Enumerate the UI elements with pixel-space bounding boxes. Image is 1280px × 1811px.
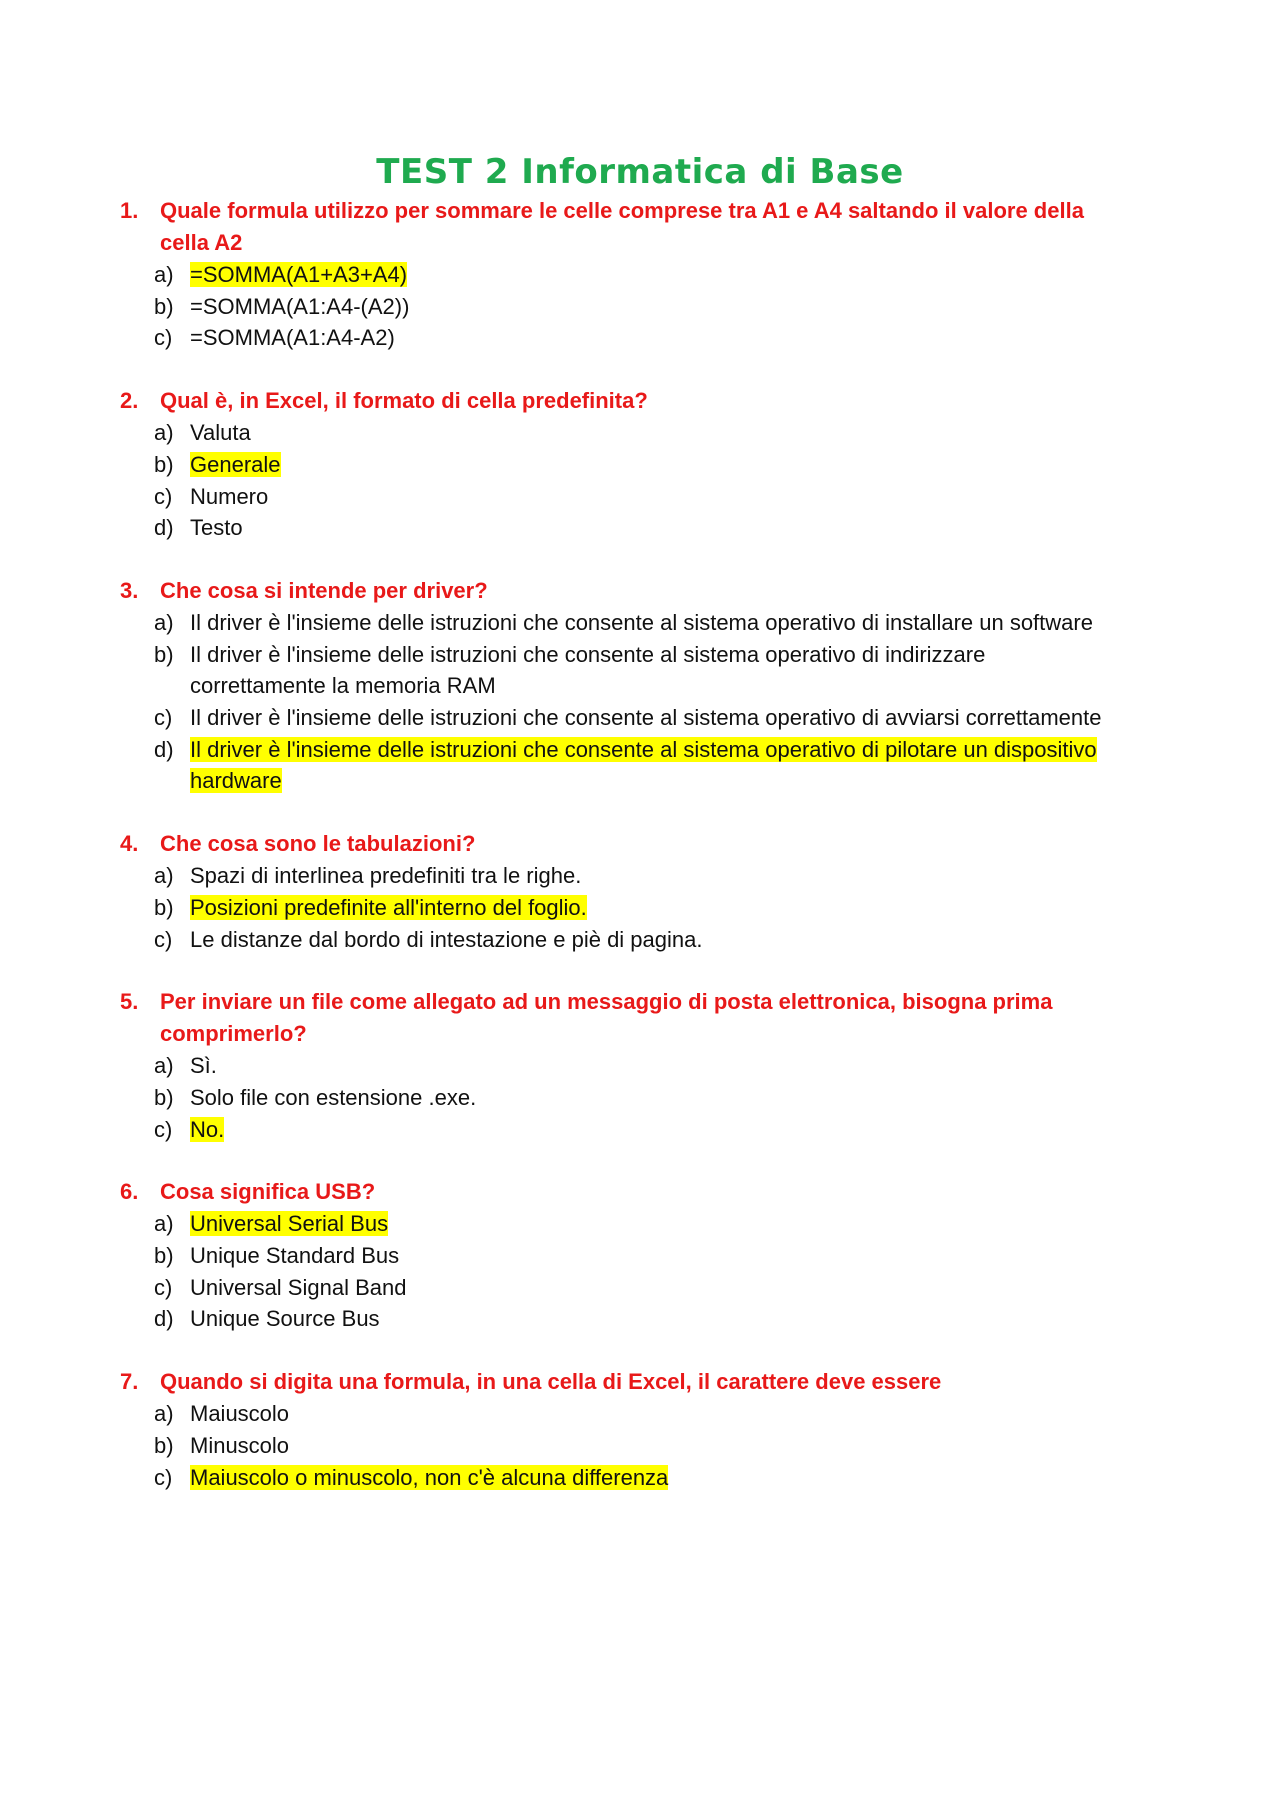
answer-letter: a) xyxy=(154,1053,174,1079)
answer-letter: c) xyxy=(154,325,173,351)
answer-text-wrapper xyxy=(190,702,1120,734)
highlighted-answer-text: No. xyxy=(190,1116,225,1142)
answer-text: Universal Signal Band xyxy=(190,1274,407,1300)
question-number: 2. xyxy=(120,388,139,414)
question-number: 4. xyxy=(120,831,139,857)
question-item xyxy=(120,986,1120,1145)
answer-list xyxy=(120,1398,1120,1493)
answer-text-wrapper xyxy=(190,1050,1120,1082)
answer-option-correct xyxy=(154,449,1120,481)
question-number: 5. xyxy=(120,989,139,1015)
answer-text: Minuscolo xyxy=(190,1432,290,1458)
question-item xyxy=(120,575,1120,797)
answer-option xyxy=(154,607,1120,639)
answer-text-wrapper xyxy=(190,1240,1120,1272)
answer-text-wrapper xyxy=(190,417,1120,449)
highlighted-answer-text: Universal Serial Bus xyxy=(190,1211,389,1237)
answer-text: Le distanze dal bordo di intestazione e piè di pagina. xyxy=(190,926,703,952)
answer-option xyxy=(154,860,1120,892)
answer-text-wrapper xyxy=(190,1082,1120,1114)
answer-option-correct xyxy=(154,734,1120,797)
answer-option-correct xyxy=(154,1208,1120,1240)
highlighted-answer-text: Generale xyxy=(190,451,281,477)
answer-text: Spazi di interlinea predefiniti tra le righe. xyxy=(190,863,582,889)
answer-text: Sì. xyxy=(190,1053,217,1079)
answer-text-wrapper xyxy=(190,449,1120,481)
answer-option-correct xyxy=(154,1462,1120,1494)
answer-option xyxy=(154,702,1120,734)
answer-text: Il driver è l'insieme delle istruzioni che consente al sistema operativo di avviarsi correttamente xyxy=(190,705,1102,731)
question-item xyxy=(120,1176,1120,1335)
answer-option xyxy=(154,1272,1120,1304)
answer-text-wrapper xyxy=(190,607,1120,639)
question-text: Che cosa si intende per driver? xyxy=(160,577,488,603)
answer-text: Unique Standard Bus xyxy=(190,1243,400,1269)
answer-text-wrapper xyxy=(190,291,1120,323)
question-number: 3. xyxy=(120,577,139,603)
answer-option xyxy=(154,481,1120,513)
answer-letter: c) xyxy=(154,1274,173,1300)
answer-text-wrapper xyxy=(190,734,1120,797)
answer-text: Solo file con estensione .exe. xyxy=(190,1084,477,1110)
answer-text-wrapper xyxy=(190,639,1120,702)
question-heading xyxy=(120,575,1120,607)
question-list xyxy=(120,195,1120,1524)
answer-option xyxy=(154,417,1120,449)
answer-letter: b) xyxy=(154,1432,174,1458)
answer-text-wrapper xyxy=(190,892,1120,924)
answer-text-wrapper xyxy=(190,1430,1120,1462)
question-heading xyxy=(120,1366,1120,1398)
answer-option-correct xyxy=(154,892,1120,924)
answer-text: Il driver è l'insieme delle istruzioni che consente al sistema operativo di installare un software xyxy=(190,609,1093,635)
answer-letter: a) xyxy=(154,1401,174,1427)
answer-letter: d) xyxy=(154,736,174,762)
answer-text: =SOMMA(A1:A4-(A2)) xyxy=(190,293,410,319)
answer-option xyxy=(154,639,1120,702)
answer-text: Unique Source Bus xyxy=(190,1306,380,1332)
highlighted-answer-text: Posizioni predefinite all'interno del foglio. xyxy=(190,894,587,920)
answer-option xyxy=(154,322,1120,354)
answer-option xyxy=(154,1303,1120,1335)
question-heading xyxy=(120,828,1120,860)
answer-text-wrapper xyxy=(190,1303,1120,1335)
answer-option xyxy=(154,1050,1120,1082)
answer-text: =SOMMA(A1:A4-A2) xyxy=(190,325,395,351)
answer-option xyxy=(154,512,1120,544)
answer-text: Testo xyxy=(190,515,243,541)
answer-letter: a) xyxy=(154,262,174,287)
document-title: TEST 2 Informatica di Base xyxy=(376,152,904,192)
question-number: 7. xyxy=(120,1369,139,1395)
question-heading xyxy=(120,986,1120,1050)
question-number: 6. xyxy=(120,1179,139,1205)
answer-text-wrapper xyxy=(190,1398,1120,1430)
answer-letter: a) xyxy=(154,863,174,889)
answer-option xyxy=(154,924,1120,956)
highlighted-answer-text: Il driver è l'insieme delle istruzioni che consente al sistema operativo di pilotare un dispositivo hardware xyxy=(190,736,1097,794)
question-text: Qual è, in Excel, il formato di cella predefinita? xyxy=(160,388,648,414)
question-text: Quando si digita una formula, in una cella di Excel, il carattere deve essere xyxy=(160,1369,942,1395)
answer-letter: b) xyxy=(154,1084,174,1110)
answer-letter: b) xyxy=(154,451,174,477)
answer-text: Il driver è l'insieme delle istruzioni che consente al sistema operativo di indirizzare correttamente la memoria RAM xyxy=(190,641,986,699)
answer-text-wrapper xyxy=(190,1208,1120,1240)
question-heading xyxy=(120,385,1120,417)
question-item xyxy=(120,195,1120,354)
answer-letter: a) xyxy=(154,609,174,635)
answer-text: Numero xyxy=(190,483,269,509)
question-item xyxy=(120,828,1120,955)
answer-letter: b) xyxy=(154,641,174,667)
answer-letter: c) xyxy=(154,926,173,952)
highlighted-answer-text: Maiuscolo o minuscolo, non c'è alcuna differenza xyxy=(190,1464,669,1490)
answer-list xyxy=(120,607,1120,797)
answer-letter: c) xyxy=(154,1116,173,1142)
question-text: Cosa significa USB? xyxy=(160,1179,376,1205)
answer-option xyxy=(154,1430,1120,1462)
answer-option xyxy=(154,1398,1120,1430)
answer-letter: c) xyxy=(154,705,173,731)
answer-letter: a) xyxy=(154,1211,174,1237)
answer-letter: b) xyxy=(154,293,174,319)
answer-text-wrapper xyxy=(190,860,1120,892)
answer-text-wrapper xyxy=(190,259,1120,291)
answer-option xyxy=(154,291,1120,323)
answer-text: Maiuscolo xyxy=(190,1401,290,1427)
answer-text-wrapper xyxy=(190,1114,1120,1146)
question-text: Quale formula utilizzo per sommare le celle comprese tra A1 e A4 saltando il valore della cella A2 xyxy=(160,198,1084,255)
answer-letter: a) xyxy=(154,420,174,446)
answer-list xyxy=(120,1050,1120,1145)
answer-letter: b) xyxy=(154,1243,174,1269)
highlighted-answer-text: =SOMMA(A1+A3+A4) xyxy=(190,262,408,287)
question-text: Per inviare un file come allegato ad un messaggio di posta elettronica, bisogna prima comprimerlo? xyxy=(160,989,1053,1047)
answer-text-wrapper xyxy=(190,924,1120,956)
answer-text-wrapper xyxy=(190,1272,1120,1304)
question-number: 1. xyxy=(120,198,139,223)
answer-list xyxy=(120,1208,1120,1335)
question-heading xyxy=(120,1176,1120,1208)
answer-option xyxy=(154,1240,1120,1272)
answer-list xyxy=(120,860,1120,955)
answer-text-wrapper xyxy=(190,481,1120,513)
answer-option xyxy=(154,1082,1120,1114)
answer-text-wrapper xyxy=(190,512,1120,544)
answer-list xyxy=(120,417,1120,544)
answer-letter: d) xyxy=(154,1306,174,1332)
answer-text: Valuta xyxy=(190,420,251,446)
answer-text-wrapper xyxy=(190,322,1120,354)
answer-option-correct xyxy=(154,1114,1120,1146)
question-item xyxy=(120,1366,1120,1493)
answer-text-wrapper xyxy=(190,1462,1120,1494)
answer-letter: c) xyxy=(154,1464,173,1490)
answer-list xyxy=(120,259,1120,354)
answer-letter: c) xyxy=(154,483,173,509)
question-item xyxy=(120,385,1120,544)
answer-letter: b) xyxy=(154,894,174,920)
question-text: Che cosa sono le tabulazioni? xyxy=(160,831,476,857)
question-heading xyxy=(120,195,1120,259)
answer-letter: d) xyxy=(154,515,174,541)
answer-option-correct xyxy=(154,259,1120,291)
